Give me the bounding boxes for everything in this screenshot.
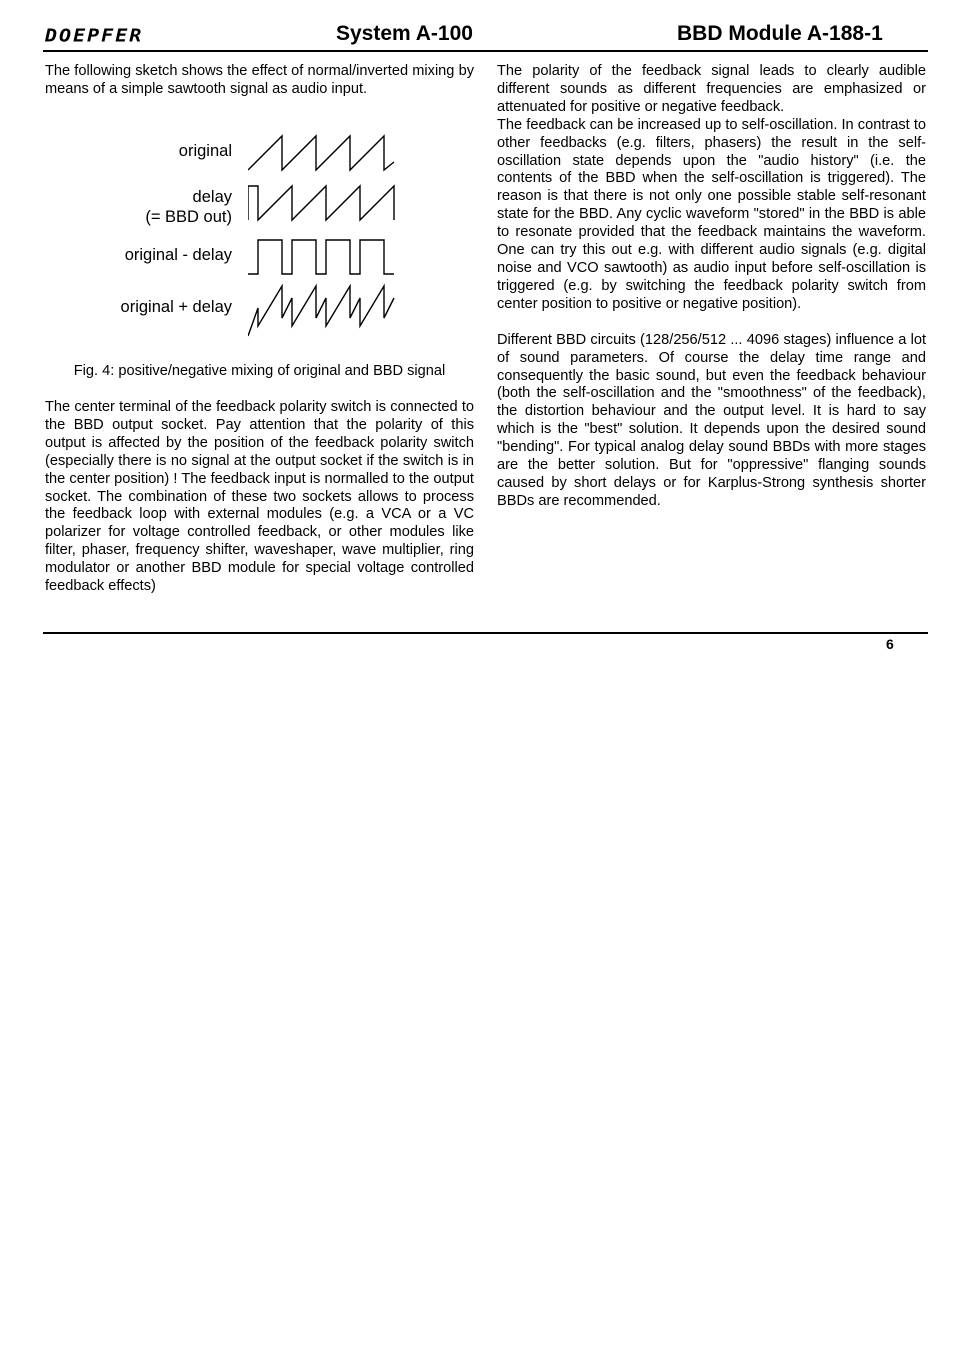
self-oscillation-text: The feedback can be increased up to self-oscillation. In contrast to other feedbacks (e.g. filters, phasers) the result in the self-oscillation state depends upon the "audio history" (i.e. the contents of the BBD when the self-oscillation is triggered). The reason is that there is not only one possible stable self-resonant state for the BBD. Any cyclic waveform "stored" in the BBD is able to resonate provided that the feedback maintains the waveform. One can try this out e.g. with different audio signals (e.g. digital noise and VCO sawtooth) as audio input before self-oscillation is triggered (e.g. by switching the feedback polarity switch from center position to positive or negative position).: [497, 116, 926, 312]
delay-sawtooth-wave: [248, 186, 394, 220]
left-intro-paragraph: [45, 63, 474, 99]
doepfer-logo: DOEPFER: [45, 24, 144, 46]
feedback-terminal-text: The center terminal of the feedback polarity switch is connected to the BBD output socket. Pay attention that the polarity of this output is affected by the position of the feedback polarity switch (especially there is no signal at the output socket if the switch is in the center position) ! The feedback input is normalled to the output socket. The combination of these two sockets allows to process the feedback loop with external modules (e.g. a VCA or a VC polarizer for voltage controlled feedback, or other modules like filter, phaser, frequency shifter, waveshaper, wave multiplier, ring modulator or another BBD module for special voltage controlled feedback effects): [45, 399, 474, 595]
label-original-minus-delay: original - delay: [124, 246, 232, 264]
waveform-figure: [100, 128, 410, 343]
intro-text: The following sketch shows the effect of normal/inverted mixing by means of a simple sawtooth signal as audio input.: [45, 63, 474, 97]
waveform-drawing: [248, 128, 398, 343]
original-sawtooth-wave: [248, 136, 394, 170]
page-header: [43, 22, 928, 52]
left-body-paragraph: [45, 399, 474, 596]
footer-divider: [43, 632, 928, 634]
label-original: original: [178, 142, 232, 160]
label-delay-sub: (= BBD out): [145, 208, 232, 226]
sum-sawtooth-wave: [248, 286, 394, 336]
header-module-title: BBD Module A-188-1: [677, 22, 883, 45]
page-number: 6: [886, 636, 894, 652]
figure-caption: Fig. 4: positive/negative mixing of original and BBD signal: [73, 363, 446, 379]
right-column: [497, 63, 926, 511]
header-system-title: System A-100: [336, 22, 473, 45]
polarity-text: The polarity of the feedback signal leads to clearly audible different sounds as different frequencies are emphasized or attenuated for positive or negative feedback.: [497, 63, 926, 115]
bbd-circuits-text: Different BBD circuits (128/256/512 ... 4096 stages) influence a lot of sound parameters. Of course the delay time range and consequently the basic sound, but even the feedback behaviour (both the self-oscillation and the "smoothness" of the feedback), the distortion behaviour and the output level. It is hard to say which is the "best" solution. It depends upon the desired sound "bending". For typical analog delay sound BBDs with more stages are the better solution. But for "oppressive" flanging sounds caused by short delays or for Karplus-Strong synthesis shorter BBDs are recommended.: [497, 331, 926, 509]
label-original-plus-delay: original + delay: [120, 298, 232, 316]
difference-square-wave: [248, 240, 394, 274]
label-delay: delay: [192, 188, 232, 206]
